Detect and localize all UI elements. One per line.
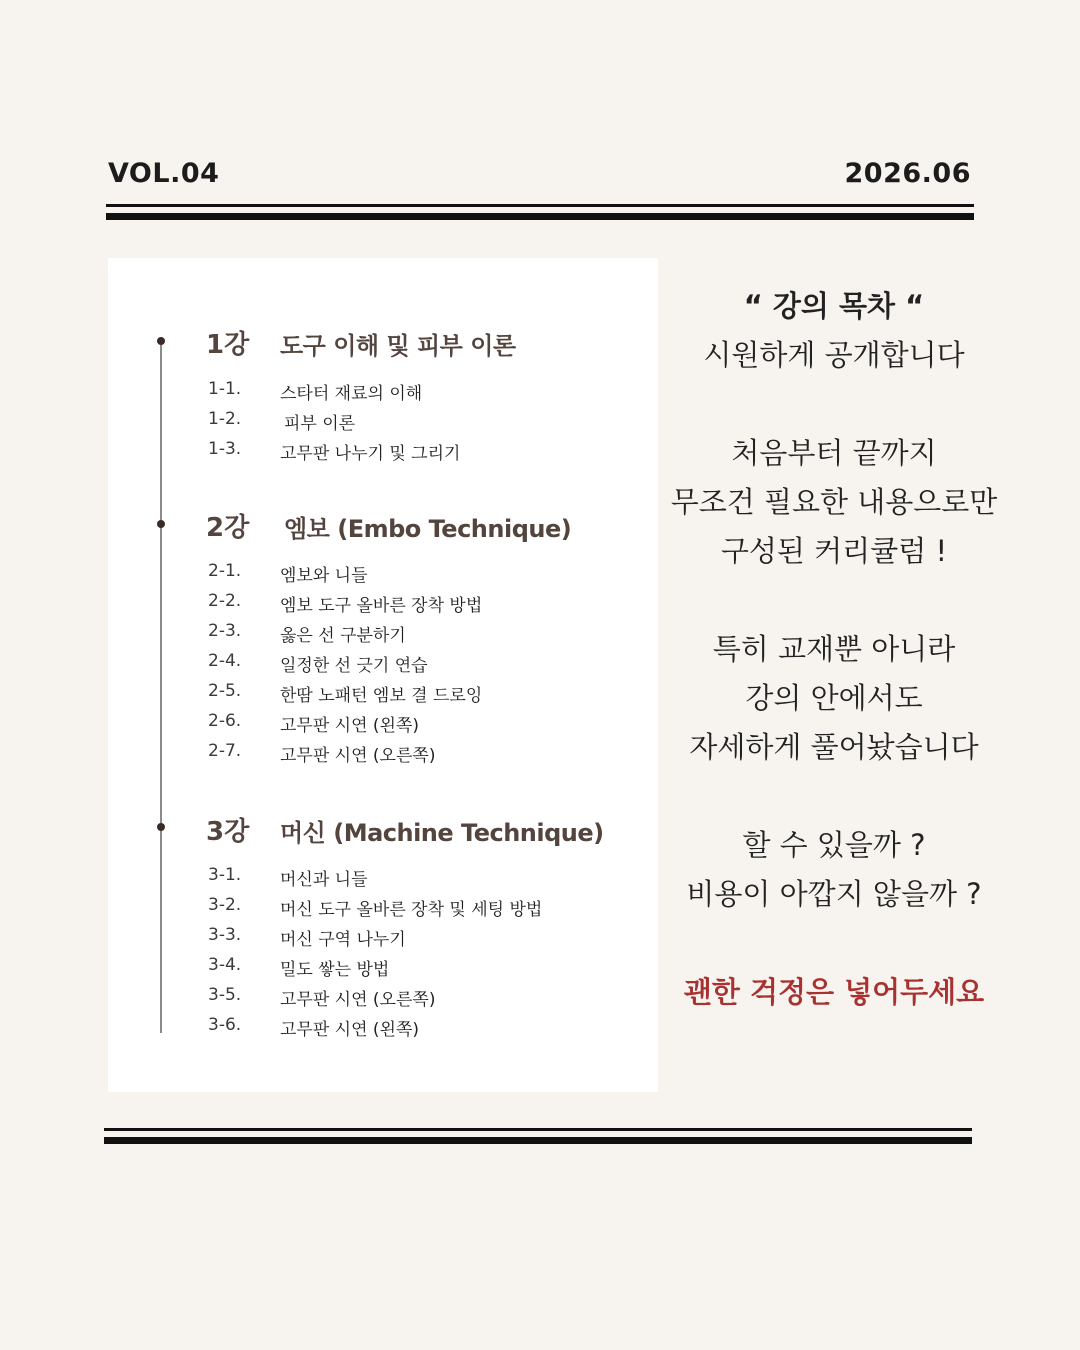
promo-line: 자세하게 풀어놨습니다: [689, 730, 979, 764]
timeline-dot: [157, 520, 165, 528]
lesson-number: 3-3.: [208, 925, 242, 945]
promo-line: 비용이 아깝지 않을까 ?: [686, 877, 982, 911]
header-rule-thin: [106, 204, 974, 207]
promo-heading: “ 강의 목차 “: [743, 289, 925, 323]
lesson-number: 2-5.: [208, 681, 242, 701]
lesson-title: 고무판 시연 (오른쪽): [280, 990, 436, 1010]
lesson-number: 3-5.: [208, 985, 242, 1005]
lesson-number: 1-2.: [208, 409, 242, 429]
promo-block-4: [664, 821, 1004, 919]
lesson-title: 피부 이론: [284, 414, 356, 434]
lesson-title: 고무판 나누기 및 그리기: [280, 444, 461, 464]
lesson-title: 고무판 시연 (오른쪽): [280, 746, 436, 766]
promo-line: 시원하게 공개합니다: [703, 338, 965, 372]
promo-block-2: [664, 429, 1004, 576]
lesson-title: 고무판 시연 (왼쪽): [280, 1020, 420, 1040]
timeline-dot: [157, 337, 165, 345]
lesson-title: 일정한 선 긋기 연습: [280, 656, 428, 676]
promo-block-5: [664, 968, 1004, 1017]
timeline-dot: [157, 823, 165, 831]
lesson-number: 1-1.: [208, 379, 242, 399]
lesson-number: 2-7.: [208, 741, 242, 761]
lesson-title: 고무판 시연 (왼쪽): [280, 716, 420, 736]
lesson-title: 머신과 니들: [280, 870, 368, 890]
section-title: 엠보 (Embo Technique): [284, 515, 572, 543]
promo-block-3: [664, 625, 1004, 772]
lesson-title: 밀도 쌓는 방법: [280, 960, 390, 980]
promo-line: 무조건 필요한 내용으로만: [670, 485, 998, 519]
lesson-title: 옳은 선 구분하기: [280, 626, 406, 646]
promo-block-1: [664, 282, 1004, 380]
promo-accent: 괜한 걱정은 넣어두세요: [683, 975, 985, 1009]
promo-line: 구성된 커리큘럼 !: [720, 534, 948, 568]
issue-date: 2026.06: [844, 158, 971, 189]
promo-line: 강의 안에서도: [745, 681, 923, 715]
promo-line: 특히 교재뿐 아니라: [712, 632, 956, 666]
toc-card: [108, 258, 658, 1092]
section-number: 3강: [206, 817, 250, 847]
section-number: 2강: [206, 513, 250, 543]
section-title: 도구 이해 및 피부 이론: [280, 332, 516, 360]
promo-line: 할 수 있을까 ?: [742, 828, 926, 862]
promo-line: 처음부터 끝까지: [731, 436, 937, 470]
lesson-number: 3-2.: [208, 895, 242, 915]
lesson-number: 3-4.: [208, 955, 242, 975]
footer-rule-thin: [104, 1128, 972, 1131]
lesson-number: 2-3.: [208, 621, 242, 641]
lesson-number: 2-4.: [208, 651, 242, 671]
timeline-line: [160, 340, 162, 1033]
lesson-title: 한땀 노패턴 엠보 결 드로잉: [280, 686, 483, 706]
section-title: 머신 (Machine Technique): [280, 819, 604, 847]
lesson-number: 1-3.: [208, 439, 242, 459]
lesson-number: 3-6.: [208, 1015, 242, 1035]
footer-rule-thick: [104, 1137, 972, 1144]
lesson-title: 머신 구역 나누기: [280, 930, 406, 950]
lesson-title: 엠보와 니들: [280, 566, 368, 586]
lesson-title: 머신 도구 올바른 장착 및 세팅 방법: [280, 900, 543, 920]
section-number: 1강: [206, 330, 250, 360]
lesson-number: 2-1.: [208, 561, 242, 581]
header-rule-thick: [106, 213, 974, 220]
volume-label: VOL.04: [108, 158, 220, 189]
lesson-number: 3-1.: [208, 865, 242, 885]
lesson-number: 2-2.: [208, 591, 242, 611]
lesson-number: 2-6.: [208, 711, 242, 731]
lesson-title: 스타터 재료의 이해: [280, 384, 423, 404]
lesson-title: 엠보 도구 올바른 장착 방법: [280, 596, 483, 616]
